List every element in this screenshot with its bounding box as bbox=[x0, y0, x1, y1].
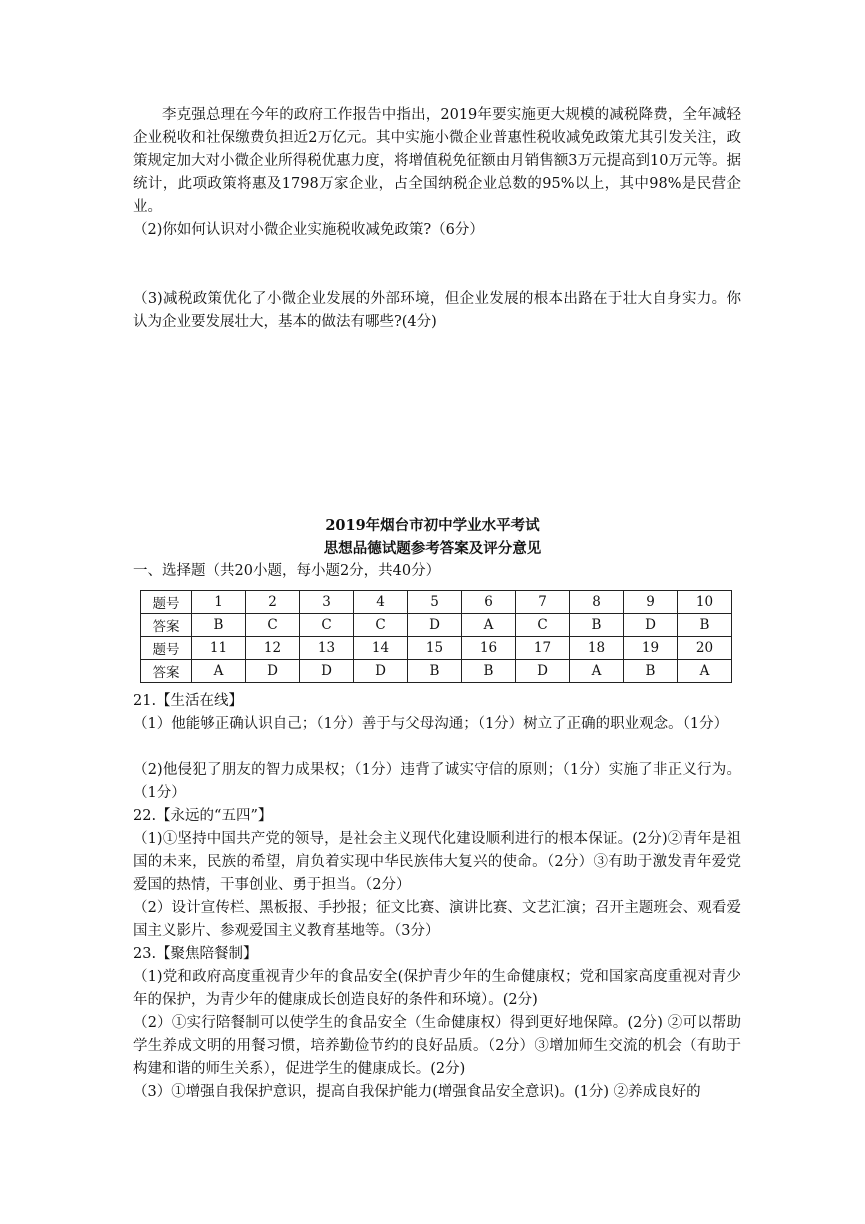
table-cell: 10 bbox=[678, 591, 732, 614]
table-cell: B bbox=[462, 660, 516, 683]
table-cell: B bbox=[678, 614, 732, 637]
table-cell: C bbox=[300, 614, 354, 637]
table-row bbox=[141, 660, 732, 683]
table-cell: 7 bbox=[516, 591, 570, 614]
answer-title-year: 2019年烟台市初中学业水平考试 bbox=[325, 517, 540, 534]
question-2: （2)你如何认识对小微企业实施税收减免政策?（6分） bbox=[133, 222, 484, 238]
answer-title-subject: 思想品德试题参考答案及评分意见 bbox=[323, 540, 542, 557]
question-21-title: 21.【生活在线】 bbox=[133, 693, 244, 709]
passage-paragraph: 李克强总理在今年的政府工作报告中指出，2019年要实施更大规模的减税降费，全年减轻企业税收和社保缴费负担近2万亿元。其中实施小微企业普惠性税收减免政策尤其引发关注，政策规定加大对小微企业所得税优惠力度，将增值税免征额由月销售额3万元提高到10万元等。据统计，此项政策将惠及1798万家企业，占全国纳税企业总数的95%以上，其中98%是民营企业。 bbox=[133, 107, 741, 215]
table-header-cell: 题号 bbox=[141, 591, 192, 614]
table-cell: 17 bbox=[516, 637, 570, 660]
table-cell: C bbox=[516, 614, 570, 637]
question-23-title: 23.【聚焦陪餐制】 bbox=[133, 946, 258, 962]
question-22-title: 22.【永远的“五四”】 bbox=[133, 808, 273, 824]
table-cell: 20 bbox=[678, 637, 732, 660]
table-cell: 3 bbox=[300, 591, 354, 614]
question-21-answer-2: （2)他侵犯了朋友的智力成果权；（1分）违背了诚实守信的原则；（1分）实施了非正义行为。（1分） bbox=[133, 762, 741, 801]
table-cell: B bbox=[408, 660, 462, 683]
table-cell: 9 bbox=[624, 591, 678, 614]
table-cell: B bbox=[570, 614, 624, 637]
table-cell: 16 bbox=[462, 637, 516, 660]
question-23-answer-1: （1)党和政府高度重视青少年的食品安全(保护青少年的生命健康权；党和国家高度重视对青少年的保护，为青少年的健康成长创造良好的条件和环境）。(2分) bbox=[133, 969, 741, 1008]
answer-table bbox=[140, 590, 732, 683]
table-header-cell: 答案 bbox=[141, 660, 192, 683]
table-cell: A bbox=[678, 660, 732, 683]
table-cell: D bbox=[516, 660, 570, 683]
question-22-answer-2: （2）设计宣传栏、黑板报、手抄报；征文比赛、演讲比赛、文艺汇演；召开主题班会、观看爱国主义影片、参观爱国主义教育基地等。（3分） bbox=[133, 900, 741, 939]
table-cell: 12 bbox=[246, 637, 300, 660]
table-cell: 1 bbox=[192, 591, 246, 614]
table-cell: 2 bbox=[246, 591, 300, 614]
table-cell: C bbox=[354, 614, 408, 637]
table-cell: A bbox=[192, 660, 246, 683]
table-cell: 5 bbox=[408, 591, 462, 614]
table-cell: D bbox=[246, 660, 300, 683]
table-cell: 14 bbox=[354, 637, 408, 660]
table-row bbox=[141, 614, 732, 637]
table-cell: B bbox=[192, 614, 246, 637]
question-22-answer-1: （1)①坚持中国共产党的领导，是社会主义现代化建设顺利进行的根本保证。(2分)②青年是祖国的未来，民族的希望，肩负着实现中华民族伟大复兴的使命。（2分）③有助于激发青年爱党爱国的热情，干事创业、勇于担当。（2分） bbox=[133, 831, 741, 893]
table-header-cell: 答案 bbox=[141, 614, 192, 637]
question-3: （3)减税政策优化了小微企业发展的外部环境，但企业发展的根本出路在于壮大自身实力。你认为企业要发展壮大，基本的做法有哪些?(4分) bbox=[133, 291, 741, 330]
table-cell: D bbox=[624, 614, 678, 637]
table-cell: C bbox=[246, 614, 300, 637]
table-cell: 6 bbox=[462, 591, 516, 614]
table-cell: 8 bbox=[570, 591, 624, 614]
table-cell: 15 bbox=[408, 637, 462, 660]
table-cell: 18 bbox=[570, 637, 624, 660]
table-cell: D bbox=[300, 660, 354, 683]
table-cell: 11 bbox=[192, 637, 246, 660]
table-cell: D bbox=[354, 660, 408, 683]
table-row bbox=[141, 637, 732, 660]
table-cell: B bbox=[624, 660, 678, 683]
section-1-heading: 一、选择题（共20小题，每小题2分，共40分） bbox=[133, 563, 441, 579]
table-cell: 13 bbox=[300, 637, 354, 660]
question-21-answer-1: （1）他能够正确认识自己；（1分）善于与父母沟通；（1分）树立了正确的职业观念。（1分） bbox=[133, 716, 729, 732]
table-cell: A bbox=[462, 614, 516, 637]
table-cell: A bbox=[570, 660, 624, 683]
table-header-cell: 题号 bbox=[141, 637, 192, 660]
question-23-answer-3: （3）①增强自我保护意识，提高自我保护能力(增强食品安全意识)。(1分) ②养成良好的 bbox=[133, 1084, 701, 1100]
table-cell: 19 bbox=[624, 637, 678, 660]
table-cell: D bbox=[408, 614, 462, 637]
table-cell: 4 bbox=[354, 591, 408, 614]
table-row bbox=[141, 591, 732, 614]
question-23-answer-2: （2）①实行陪餐制可以使学生的食品安全（生命健康权）得到更好地保障。(2分) ②可以帮助学生养成文明的用餐习惯，培养勤俭节约的良好品质。（2分）③增加师生交流的机会（有助于构建和谐的师生关系），促进学生的健康成长。(2分) bbox=[133, 1015, 741, 1077]
